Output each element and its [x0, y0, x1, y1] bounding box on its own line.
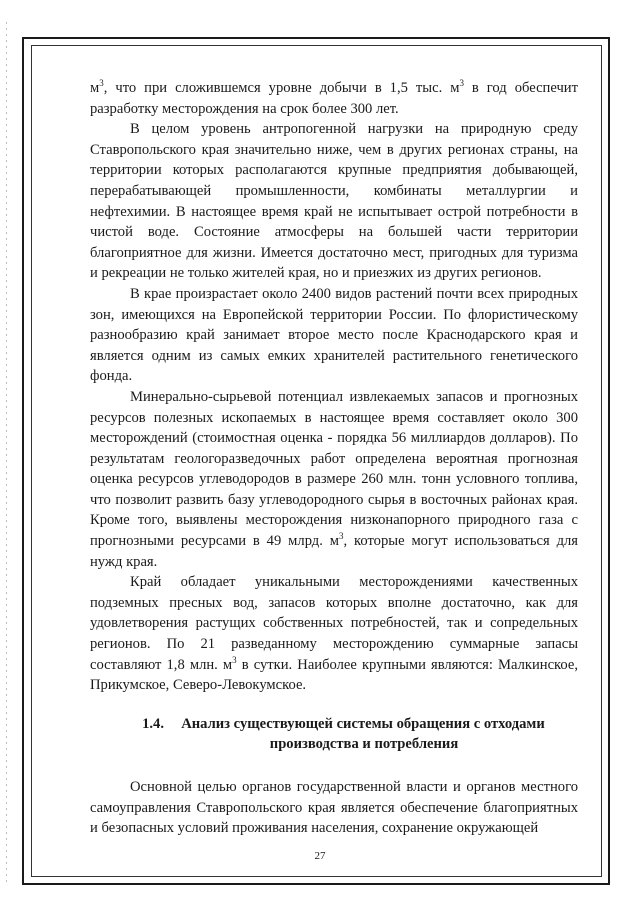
paragraph-5: Край обладает уникальными месторождениями качественных подземных пресных вод, запасов которых вполне достаточно, как для удовлетворения растущих собственных потребностей, так и сопредельных регионов. По 21 разведанному месторождению суммарные запасы составляют 1,8 млн. $м^3$ в сутки. Наиболее крупными являются: Малкинское, Прикумское, Северо-Левокумское.	[90, 574, 578, 694]
paragraph-6: Основной целью органов государственной власти и органов местного самоуправления Ставропольского края является обеспечение благоприятных и безопасных условий проживания населения, сохранение окружающей	[90, 779, 578, 837]
section-heading	[90, 714, 578, 755]
section-title-line-1: Анализ существующей системы обращения с отходами	[181, 715, 545, 732]
section-title-line-2: производства и потребления	[269, 736, 459, 753]
document-body	[90, 78, 578, 839]
scan-edge-mark	[6, 22, 7, 882]
paragraph-2: В целом уровень антропогенной нагрузки на природную среду Ставропольского края значительно ниже, чем в других регионах страны, на территории которых располагаются крупные предприятия добывающей, перерабатывающей промышленности, комбинаты металлургии и нефтехимии. В настоящее время край не испытывает острой потребности в чистой воде. Состояние атмосферы на большей части территории благоприятное для жизни. Имеется достаточно мест, пригодных для туризма и рекреации не только жителей края, но и приезжих из других регионов.	[90, 121, 578, 282]
paragraph-4: Минерально-сырьевой потенциал извлекаемых запасов и прогнозных ресурсов полезных ископаемых в настоящее время составляет около 300 месторождений (стоимостная оценка - порядка 56 миллиардов долларов). По результатам геологоразведочных работ определена вероятная прогнозная оценка ресурсов углеводородов в размере 260 млн. тонн условного топлива, что позволит развить базу углеводородного сырья в восточных районах края. Кроме того, выявлены месторождения низконапорного природного газа с прогнозными ресурсами в 49 млрд. $м^3$, которые могут использоваться для нужд края.	[90, 388, 578, 570]
paragraph-1: $м^3$, что при сложившемся уровне добычи в 1,5 тыс. $м^3$ в год обеспечит разработку месторождения на срок более 300 лет.	[90, 78, 578, 117]
paragraph-3: В крае произрастает около 2400 видов растений почти всех природных зон, имеющихся на Европейской территории России. По флористическому разнообразию край занимает второе место после Краснодарского края и является одним из самых емких хранителей растительного генетического фонда.	[90, 285, 578, 385]
section-number: 1.4.	[142, 715, 164, 732]
page-number: 27	[314, 850, 326, 862]
